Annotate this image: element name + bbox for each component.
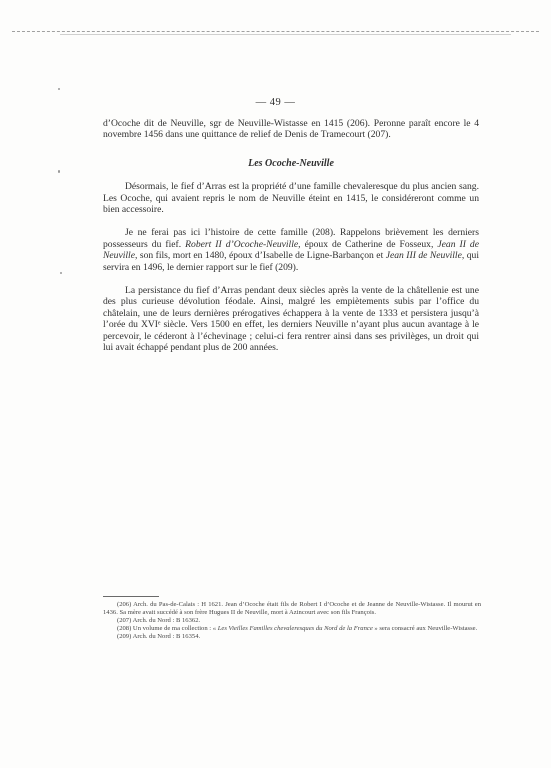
text-run: , son fils, mort en 1480, époux d’Isabelle de Ligne-Barbançon et: [134, 250, 386, 262]
text-run: , époux de Catherine de Fosseux,: [298, 238, 438, 250]
page-number: — 49 —: [255, 97, 296, 108]
main-text: [103, 118, 479, 354]
footnotes: [103, 601, 481, 641]
text-run: (208) Un volume de ma collection : «: [117, 625, 218, 633]
person-name: Robert II d’Ocoche-Neuville: [185, 238, 299, 250]
scan-speck: [58, 170, 60, 173]
paragraph-2: [103, 227, 479, 273]
paragraph-1: Désormais, le fief d’Arras est la propriété d’une famille chevaleresque du plus ancien sang. Les Ocoche, qui avaient repris le nom de Neuville éteint en 1415, le considéreront comme un bien accessoire.: [103, 181, 479, 216]
footnote-206: (206) Arch. du Pas-de-Calais : H 1621. Jean d’Ocoche était fils de Robert I d’Ocoche et de Jeanne de Neuville-Wistasse. Il mourut en 1436. Sa mère avait succédé à son frère Hugues II de Neuville, mort à Azincourt avec son fils François.: [103, 601, 481, 617]
footnote-209: (209) Arch. du Nord : B 16354.: [117, 633, 201, 641]
scan-speck: [58, 88, 60, 90]
footnote-divider: [103, 596, 159, 597]
text-run: Je ne ferai pas ici l’histoire de cette famille (208). Rappelons brièvement les derniers possesseurs du fief.: [103, 227, 479, 250]
scan-edge-line: [60, 34, 511, 35]
person-name: Jean II de Neuville: [103, 238, 479, 262]
person-name: Jean III de Neuville: [385, 250, 462, 262]
scan-edge-line: [12, 31, 539, 32]
paragraph-3: La persistance du fief d’Arras pendant deux siècles après la vente de la châtellenie est une des plus curieuse dévolution féodale. Ainsi, malgré les empiètements subis par l’office du châtelain, une de leurs dernières prérogatives échappera à la vente de 1333 et persistera jusqu’à l’orée du XVIᵉ siècle. Vers 1500 en effet, les derniers Neuville n’ayant plus aucun avantage à le percevoir, le céderont à l’échevinage ; celui-ci fera rentrer ainsi dans ses privilèges, un droit qui lui avait échappé pendant plus de 200 années.: [103, 285, 479, 354]
text-run: » sera consacré aux Neuville-Wistasse.: [372, 625, 478, 633]
book-title: Les Vieilles Familles chevaleresques du Nord de la France: [217, 625, 373, 633]
section-title: Les Ocoche-Neuville: [248, 157, 334, 169]
text-run: , qui servira en 1496, le dernier rapport sur le fief (209).: [103, 250, 479, 273]
footnote-207: (207) Arch. du Nord : B 16362.: [117, 617, 201, 625]
footnote-208: [103, 625, 481, 633]
scan-speck: [60, 272, 62, 274]
intro-paragraph: d’Ocoche dit de Neuville, sgr de Neuville-Wistasse en 1415 (206). Peronne paraît encore le 4 novembre 1456 dans une quittance de relief de Denis de Tramecourt (207).: [103, 118, 479, 141]
